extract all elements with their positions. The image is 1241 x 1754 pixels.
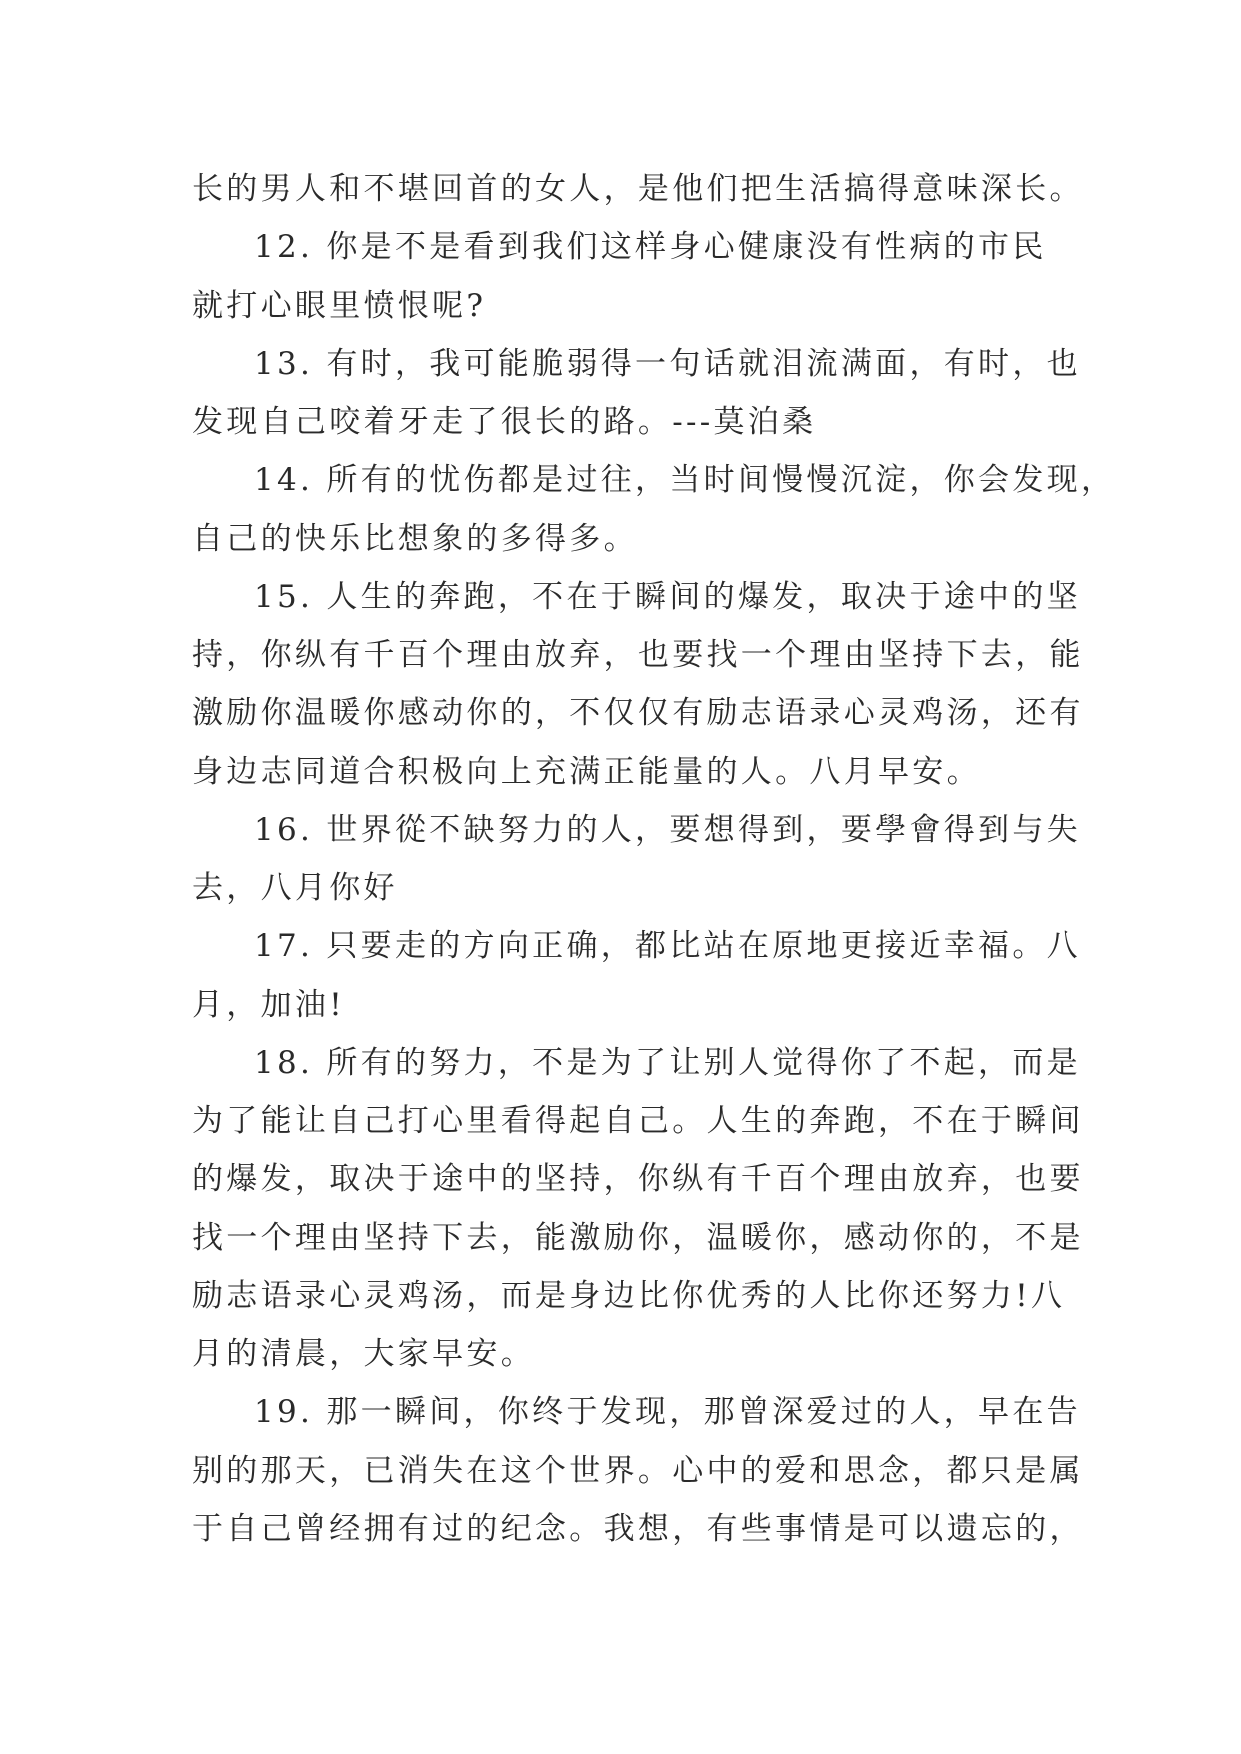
text-line: 16. 世界從不缺努力的人，要想得到，要學會得到与失 [254,811,1081,848]
text-line: 19. 那一瞬间，你终于发现，那曾深爱过的人，早在告 [254,1394,1081,1431]
text-line: 为了能让自己打心里看得起自己。人生的奔跑，不在于瞬间 [192,1103,1084,1139]
text-line: 发现自己咬着牙走了很长的路。---莫泊桑 [192,404,817,440]
text-line: 找一个理由坚持下去，能激励你，温暖你，感动你的，不是 [192,1219,1084,1256]
text-line: 身边志同道合积极向上充满正能量的人。八月早安。 [192,753,981,790]
text-line: 18. 所有的努力，不是为了让别人觉得你了不起，而是 [254,1044,1081,1081]
text-line: 去，八月你好 [192,870,398,906]
text-line: 持，你纵有千百个理由放弃，也要找一个理由坚持下去，能 [192,637,1084,673]
text-line: 12. 你是不是看到我们这样身心健康没有性病的市民 [254,229,1047,266]
text-line: 励志语录心灵鸡汤，而是身边比你优秀的人比你还努力!八 [192,1277,1066,1314]
text-line: 17. 只要走的方向正确，都比站在原地更接近幸福。八 [254,928,1081,965]
text-line: 月的清晨，大家早安。 [192,1336,535,1372]
text-line: 自己的快乐比想象的多得多。 [192,520,638,557]
text-line: 13. 有时，我可能脆弱得一句话就泪流满面，有时，也 [254,345,1081,382]
text-line: 14. 所有的忧伤都是过往，当时间慢慢沉淀，你会发现， [254,462,1116,499]
text-line: 长的男人和不堪回首的女人，是他们把生活搞得意味深长。 [192,171,1084,207]
text-line: 月，加油! [192,986,345,1023]
text-line: 就打心眼里愤恨呢? [192,287,487,324]
text-line: 别的那天，已消失在这个世界。心中的爱和思念，都只是属 [192,1452,1084,1489]
text-line: 的爆发，取决于途中的坚持，你纵有千百个理由放弃，也要 [192,1161,1084,1198]
text-line: 15. 人生的奔跑，不在于瞬间的爆发，取决于途中的坚 [254,578,1081,615]
text-line: 于自己曾经拥有过的纪念。我想，有些事情是可以遗忘的， [192,1510,1084,1547]
document-body [192,160,1116,1558]
text-line: 激励你温暖你感动你的，不仅仅有励志语录心灵鸡汤，还有 [192,695,1084,732]
